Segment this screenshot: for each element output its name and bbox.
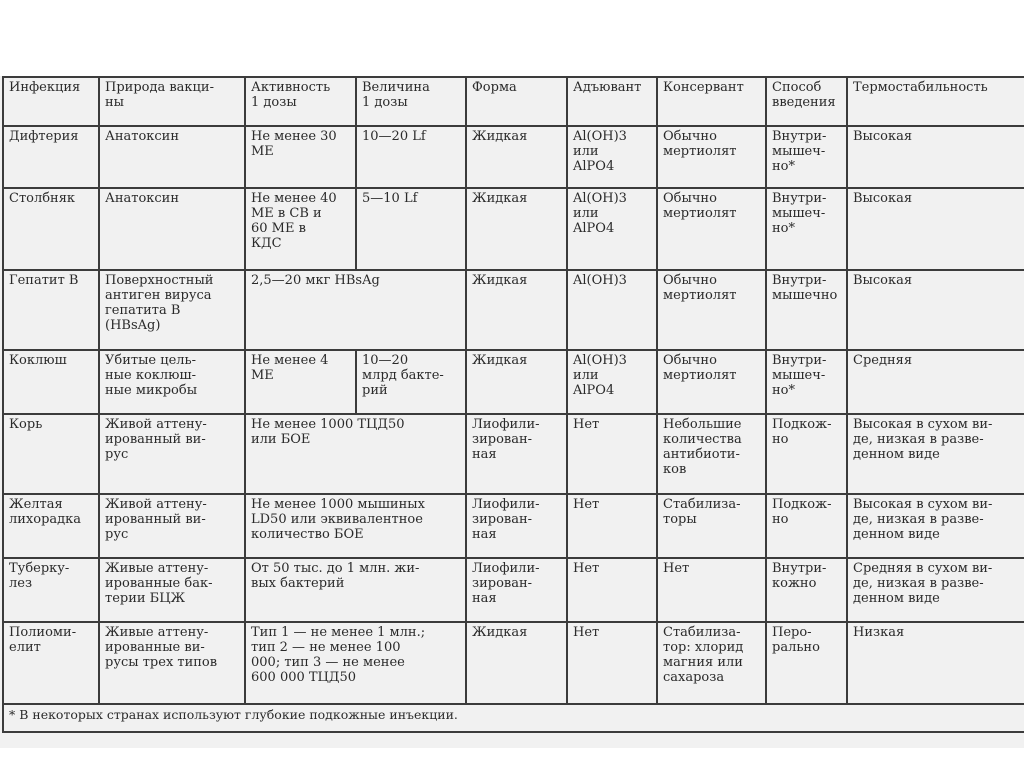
cell-infection: Коклюш [3, 350, 99, 414]
table-footnote: * В некоторых странах используют глубокие подкожные инъекции. [3, 704, 1024, 732]
cell-thermostability: Средняя в сухом ви- де, низкая в разве- денном виде [847, 558, 1024, 622]
cell-adjuvant: Нет [567, 558, 657, 622]
cell-infection: Корь [3, 414, 99, 494]
cell-preservative: Небольшие количества антибиоти- ков [657, 414, 766, 494]
header-nature: Природа вакци- ны [99, 77, 245, 126]
cell-preservative: Обычно мертиолят [657, 350, 766, 414]
cell-preservative: Стабилиза- торы [657, 494, 766, 558]
table-row [3, 622, 1024, 704]
footnote-row [3, 704, 1024, 732]
cell-infection: Полиоми- елит [3, 622, 99, 704]
cell-form: Жидкая [466, 188, 567, 270]
cell-nature: Поверхностный антиген вируса гепатита В (HBsAg) [99, 270, 245, 350]
cell-thermostability: Высокая [847, 188, 1024, 270]
cell-activity: Не менее 4 МЕ [245, 350, 356, 414]
cell-nature: Живые аттену- ированные ви- русы трех типов [99, 622, 245, 704]
cell-form: Жидкая [466, 270, 567, 350]
cell-form: Жидкая [466, 350, 567, 414]
cell-size: 10—20 млрд бакте- рий [356, 350, 466, 414]
cell-nature: Анатоксин [99, 188, 245, 270]
table-row [3, 558, 1024, 622]
cell-size: 10—20 Lf [356, 126, 466, 188]
cell-infection: Дифтерия [3, 126, 99, 188]
cell-adjuvant: Al(OH)3 или AlPO4 [567, 126, 657, 188]
cell-route: Внутри- мышечно [766, 270, 847, 350]
cell-adjuvant: Al(OH)3 или AlPO4 [567, 350, 657, 414]
cell-form: Лиофили- зирован- ная [466, 558, 567, 622]
cell-adjuvant: Al(OH)3 [567, 270, 657, 350]
cell-thermostability: Высокая [847, 270, 1024, 350]
cell-preservative: Нет [657, 558, 766, 622]
cell-activity: Не менее 30 МЕ [245, 126, 356, 188]
table-row [3, 270, 1024, 350]
vaccine-table-sheet [0, 76, 1024, 748]
cell-preservative: Обычно мертиолят [657, 270, 766, 350]
cell-thermostability: Средняя [847, 350, 1024, 414]
cell-route: Подкож- но [766, 414, 847, 494]
cell-preservative: Обычно мертиолят [657, 126, 766, 188]
table-row [3, 350, 1024, 414]
cell-infection: Туберку- лез [3, 558, 99, 622]
cell-nature: Анатоксин [99, 126, 245, 188]
cell-nature: Живые аттену- ированные бак- терии БЦЖ [99, 558, 245, 622]
cell-activity-size: Не менее 1000 ТЦД50 или БОЕ [245, 414, 466, 494]
cell-route: Внутри- мышеч- но* [766, 188, 847, 270]
cell-activity: Не менее 40 МЕ в СВ и 60 МЕ в КДС [245, 188, 356, 270]
cell-adjuvant: Нет [567, 494, 657, 558]
header-activity: Активность 1 дозы [245, 77, 356, 126]
cell-route: Внутри- мышеч- но* [766, 126, 847, 188]
header-thermostability: Термостабильность [847, 77, 1024, 126]
header-form: Форма [466, 77, 567, 126]
cell-thermostability: Высокая в сухом ви- де, низкая в разве- денном виде [847, 414, 1024, 494]
cell-infection: Гепатит В [3, 270, 99, 350]
cell-form: Лиофили- зирован- ная [466, 414, 567, 494]
vaccine-characteristics-table [2, 76, 1024, 733]
cell-adjuvant: Нет [567, 414, 657, 494]
cell-nature: Живой аттену- ированный ви- рус [99, 414, 245, 494]
table-row [3, 414, 1024, 494]
cell-activity-size: От 50 тыс. до 1 млн. жи- вых бактерий [245, 558, 466, 622]
header-size: Величина 1 дозы [356, 77, 466, 126]
cell-activity-size: Не менее 1000 мышиных LD50 или эквивалентное количество БОЕ [245, 494, 466, 558]
table-row [3, 494, 1024, 558]
cell-adjuvant: Нет [567, 622, 657, 704]
cell-route: Внутри- кожно [766, 558, 847, 622]
cell-form: Жидкая [466, 126, 567, 188]
cell-thermostability: Высокая [847, 126, 1024, 188]
cell-infection: Столбняк [3, 188, 99, 270]
header-route: Способ введения [766, 77, 847, 126]
cell-nature: Убитые цель- ные коклюш- ные микробы [99, 350, 245, 414]
cell-size: 5—10 Lf [356, 188, 466, 270]
table-row [3, 188, 1024, 270]
header-preservative: Консервант [657, 77, 766, 126]
cell-nature: Живой аттену- ированный ви- рус [99, 494, 245, 558]
cell-adjuvant: Al(OH)3 или AlPO4 [567, 188, 657, 270]
cell-preservative: Обычно мертиолят [657, 188, 766, 270]
cell-form: Жидкая [466, 622, 567, 704]
cell-infection: Желтая лихорадка [3, 494, 99, 558]
cell-activity-size: Тип 1 — не менее 1 млн.; тип 2 — не менее 100 000; тип 3 — не менее 600 000 ТЦД50 [245, 622, 466, 704]
cell-route: Подкож- но [766, 494, 847, 558]
cell-form: Лиофили- зирован- ная [466, 494, 567, 558]
table-row [3, 126, 1024, 188]
cell-route: Внутри- мышеч- но* [766, 350, 847, 414]
cell-activity-size: 2,5—20 мкг HBsAg [245, 270, 466, 350]
cell-thermostability: Низкая [847, 622, 1024, 704]
header-adjuvant: Адъювант [567, 77, 657, 126]
header-row [3, 77, 1024, 126]
header-infection: Инфекция [3, 77, 99, 126]
cell-route: Перо- рально [766, 622, 847, 704]
cell-thermostability: Высокая в сухом ви- де, низкая в разве- денном виде [847, 494, 1024, 558]
cell-preservative: Стабилиза- тор: хлорид магния или сахароза [657, 622, 766, 704]
